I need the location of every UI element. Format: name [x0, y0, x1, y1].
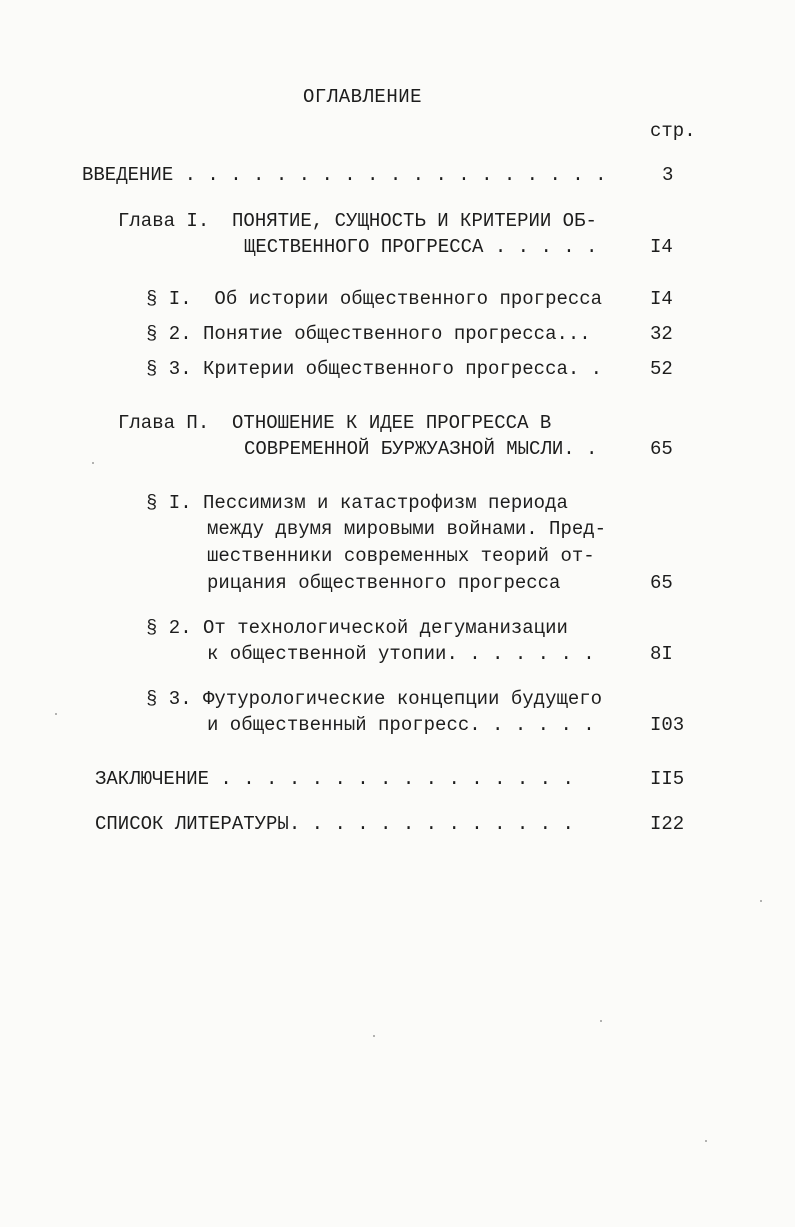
toc-chapter2-line2: СОВРЕМЕННОЙ БУРЖУАЗНОЙ МЫСЛИ. .: [244, 438, 598, 460]
toc-conclusion-page: II5: [650, 768, 685, 790]
toc-ch2-section3-line1: § 3. Футурологические концепции будущего: [146, 688, 603, 710]
toc-intro-page: 3: [662, 164, 674, 186]
toc-ch2-section2-line1: § 2. От технологической дегуманизации: [146, 617, 568, 639]
toc-chapter2-line1: Глава П. ОТНОШЕНИЕ К ИДЕЕ ПРОГРЕССА В: [118, 412, 552, 434]
toc-ch1-section1: § I. Об истории общественного прогресса: [146, 288, 603, 310]
toc-ch1-section3-page: 52: [650, 358, 673, 380]
toc-intro: ВВЕДЕНИЕ . . . . . . . . . . . . . . . . . . .: [82, 164, 607, 186]
scan-speck: [760, 900, 762, 902]
toc-chapter2-page: 65: [650, 438, 673, 460]
scan-speck: [55, 713, 57, 715]
toc-ch2-section3-line2: и общественный прогресс. . . . . .: [207, 714, 595, 736]
toc-ch2-section2-line2: к общественной утопии. . . . . . .: [207, 643, 595, 665]
toc-ch1-section2-page: 32: [650, 323, 673, 345]
toc-ch2-section1-line2: между двумя мировыми войнами. Пред-: [207, 518, 607, 540]
toc-chapter1-line2: ЩЕСТВЕННОГО ПРОГРЕССА . . . . .: [244, 236, 598, 258]
toc-ch1-section2: § 2. Понятие общественного прогресса...: [146, 323, 591, 345]
toc-ch2-section3-page: I03: [650, 714, 685, 736]
scan-speck: [600, 1020, 602, 1022]
page-title: ОГЛАВЛЕНИЕ: [303, 86, 423, 108]
toc-bibliography-page: I22: [650, 813, 685, 835]
toc-bibliography: СПИСОК ЛИТЕРАТУРЫ. . . . . . . . . . . . .: [95, 813, 574, 835]
toc-ch2-section1-line1: § I. Пессимизм и катастрофизм периода: [146, 492, 568, 514]
toc-ch1-section1-page: I4: [650, 288, 673, 310]
toc-ch2-section1-line3: шественники современных теорий от-: [207, 545, 595, 567]
toc-ch1-section3: § 3. Критерии общественного прогресса. .: [146, 358, 603, 380]
toc-ch2-section2-page: 8I: [650, 643, 673, 665]
toc-chapter1-page: I4: [650, 236, 673, 258]
scan-speck: [92, 462, 94, 464]
page-column-header: стр.: [650, 120, 696, 142]
scan-speck: [373, 1035, 375, 1037]
toc-conclusion: ЗАКЛЮЧЕНИЕ . . . . . . . . . . . . . . . .: [95, 768, 574, 790]
toc-ch2-section1-line4: рицания общественного прогресса: [207, 572, 561, 594]
toc-ch2-section1-page: 65: [650, 572, 673, 594]
toc-chapter1-line1: Глава I. ПОНЯТИЕ, СУЩНОСТЬ И КРИТЕРИИ ОБ-: [118, 210, 597, 232]
scan-speck: [705, 1140, 707, 1142]
